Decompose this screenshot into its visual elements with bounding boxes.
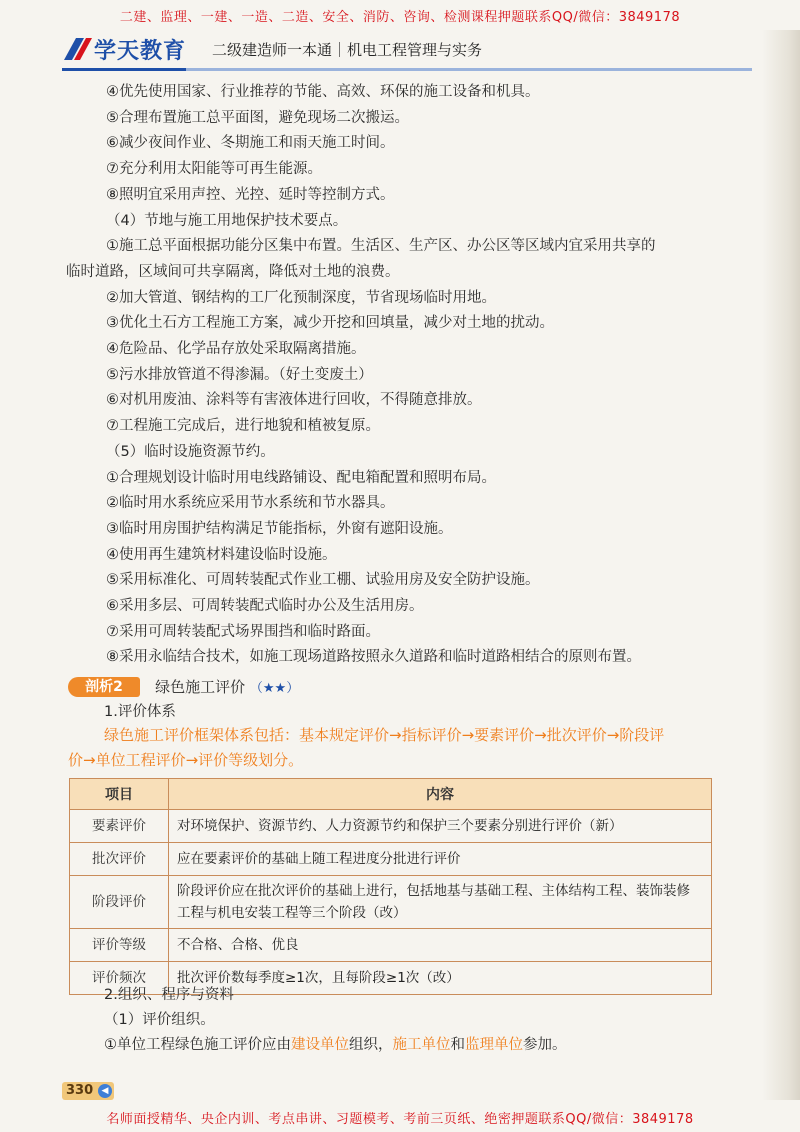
text-line: ⑥采用多层、可周转装配式临时办公及生活用房。 (106, 598, 424, 615)
text-line: ⑥减少夜间作业、冬期施工和雨天施工时间。 (106, 135, 395, 152)
table-cell-content: 批次评价数每季度≥1次，且每阶段≥1次（改） (169, 962, 712, 995)
text-line: ⑥对机用废油、涂料等有害液体进行回收，不得随意排放。 (106, 392, 482, 409)
table-row (70, 843, 712, 876)
text-line: ⑧采用永临结合技术，如施工现场道路按照永久道路和临时道路相结合的原则布置。 (106, 649, 641, 666)
text-line: ④危险品、化学品存放处采取隔离措施。 (106, 341, 366, 358)
table-header-content: 内容 (169, 779, 712, 810)
highlight-text: 施工单位 (392, 1037, 451, 1053)
book-title: 二级建造师一本通｜机电工程管理与实务 (212, 41, 483, 59)
highlight-text: 建设单位 (291, 1037, 349, 1053)
subsection-heading: （4）节地与施工用地保护技术要点。 (106, 212, 348, 229)
text-line: ⑦工程施工完成后，进行地貌和植被复原。 (106, 418, 380, 435)
text-line: ⑦采用可周转装配式场界围挡和临时路面。 (106, 623, 380, 640)
text-line: ⑤污水排放管道不得渗漏。（好土变废土） (106, 366, 373, 383)
analysis-badge: 剖析2 (68, 677, 140, 697)
text-line: 临时道路，区域间可共享隔离，降低对土地的浪费。 (66, 263, 400, 280)
text-line: ⑤合理布置施工总平面图，避免现场二次搬运。 (106, 109, 409, 126)
text-line: ④使用再生建筑材料建设临时设施。 (106, 546, 337, 563)
text-line: ①合理规划设计临时用电线路铺设、配电箱配置和照明布局。 (106, 469, 496, 486)
page-arrow-icon: ◀ (98, 1084, 112, 1098)
section-heading: 1.评价体系 (104, 704, 176, 720)
table-cell-content: 应在要素评价的基础上随工程进度分批进行评价 (169, 843, 712, 876)
paragraph: ①单位工程绿色施工评价应由建设单位组织，施工单位和监理单位参加。 (104, 1037, 567, 1053)
brand-logo-text: 学天教育 (94, 39, 187, 64)
text-line: ①施工总平面根据功能分区集中布置。生活区、生产区、办公区等区域内宜采用共享的 (106, 238, 656, 255)
text-line: ⑧照明宜采用声控、光控、延时等控制方式。 (106, 186, 395, 203)
text-line: ②临时用水系统应采用节水系统和节水器具。 (106, 495, 395, 512)
table-cell-item: 批次评价 (70, 843, 169, 876)
highlight-text: 监理单位 (465, 1037, 523, 1053)
table-cell-content: 不合格、合格、优良 (169, 929, 712, 962)
table-cell-content: 阶段评价应在批次评价的基础上进行，包括地基与基础工程、主体结构工程、装饰装修工程与机电安装工程等三个阶段（改） (169, 876, 712, 929)
bottom-banner: 名师面授精华、央企内训、考点串讲、习题模考、考前三页纸、绝密押题联系QQ/微信：3849178 (106, 1112, 694, 1127)
table-header-item: 项目 (70, 779, 169, 810)
text-line: ③优化土石方工程施工方案，减少开挖和回填量，减少对土地的扰动。 (106, 315, 554, 332)
analysis-heading (68, 676, 728, 698)
page-edge-shadow (762, 30, 800, 1100)
table-cell-content: 对环境保护、资源节约、人力资源节约和保护三个要素分别进行评价（新） (169, 810, 712, 843)
star-rating: （★★） (249, 681, 300, 696)
key-point-line: 价→单位工程评价→评价等级划分。 (68, 751, 304, 769)
body-text (62, 80, 722, 671)
text-line: ②加大管道、钢结构的工厂化预制深度，节省现场临时用地。 (106, 289, 496, 306)
evaluation-table (69, 778, 712, 995)
top-banner: 二建、监理、一建、一造、二造、安全、消防、咨询、检测课程押题联系QQ/微信：3849178 (119, 10, 681, 25)
subsection-heading: （1）评价组织。 (104, 1012, 215, 1028)
subsection-heading: （5）临时设施资源节约。 (106, 443, 275, 460)
logo-icon (62, 36, 92, 62)
table-row (70, 810, 712, 843)
analysis-title: 绿色施工评价 （★★） (155, 678, 300, 696)
key-point-line: 绿色施工评价框架体系包括：基本规定评价→指标评价→要素评价→批次评价→阶段评 (104, 726, 665, 744)
section-heading: 2.组织、程序与资料 (104, 987, 234, 1003)
text-line: ④优先使用国家、行业推荐的节能、高效、环保的施工设备和机具。 (106, 84, 540, 100)
header-rule (62, 68, 752, 71)
key-point-note (68, 723, 718, 773)
table-row (70, 929, 712, 962)
page-header (62, 34, 742, 70)
table-row (70, 876, 712, 929)
table-cell-item: 评价等级 (70, 929, 169, 962)
table-cell-item: 要素评价 (70, 810, 169, 843)
table-cell-item: 评价频次 (70, 962, 169, 995)
page-number: 330 (62, 1082, 114, 1100)
text-line: ⑤采用标准化、可周转装配式作业工棚、试验用房及安全防护设施。 (106, 572, 540, 589)
table-header-row (70, 779, 712, 810)
text-line: ③临时用房围护结构满足节能指标，外窗有遮阳设施。 (106, 520, 453, 537)
table-cell-item: 阶段评价 (70, 876, 169, 929)
text-line: ⑦充分利用太阳能等可再生能源。 (106, 161, 322, 178)
